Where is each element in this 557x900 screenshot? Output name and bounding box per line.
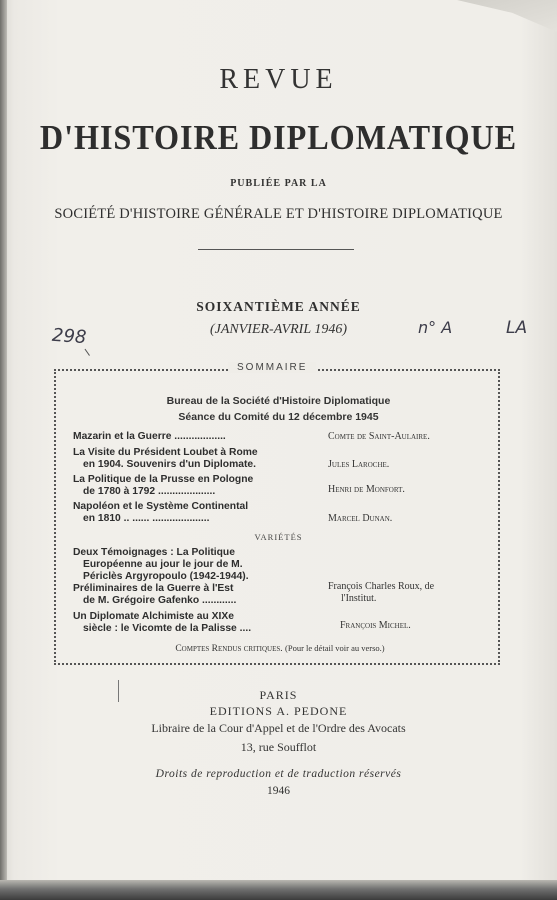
- toc-entry-title: [73, 501, 321, 525]
- binding-spine: [0, 0, 7, 900]
- society-name: SOCIÉTÉ D'HISTOIRE GÉNÉRALE ET D'HISTOIRE DIPLOMATIQUE: [54, 206, 503, 222]
- toc-title-line: Napoléon et le Système Continental: [73, 501, 249, 512]
- varietes-entry-author: [328, 581, 434, 605]
- varietes-title-line: Préliminaires de la Guerre à l'Est: [73, 583, 234, 594]
- bureau-block: [0, 393, 557, 425]
- varietes-title-line: Européenne au jour le jour de M.: [83, 559, 243, 570]
- comptes-label: Comptes Rendus critiques.: [175, 644, 283, 654]
- toc-title-line: La Visite du Président Loubet à Rome: [73, 447, 258, 458]
- varietes-title-line: Deux Témoignages : La Politique: [73, 547, 235, 558]
- corner-fold: [457, 0, 557, 32]
- published-by: PUBLIÉE PAR LA: [230, 178, 327, 189]
- toc-title-line: en 1904. Souvenirs d'un Diplomate.: [83, 459, 256, 470]
- toc-author-line: Jules Laroche.: [328, 459, 390, 470]
- toc-entry-title: [73, 431, 321, 443]
- publisher-name: EDITIONS A. PEDONE: [209, 704, 348, 718]
- varietes-title-line: de M. Grégoire Gafenko ............: [83, 595, 237, 606]
- toc-entry-author: [328, 431, 430, 443]
- varietes-author-line: François Michel.: [340, 620, 411, 631]
- toc-author-line: Comte de Saint-Aulaire.: [328, 431, 430, 442]
- varietes-title-line: siècle : le Vicomte de la Palisse ....: [83, 623, 252, 634]
- publisher-city: PARIS: [259, 688, 298, 702]
- varietes-author-line: François Charles Roux, de: [328, 581, 435, 592]
- publication-year: 1946: [267, 785, 290, 797]
- comptes-note: (Pour le détail voir au verso.): [285, 643, 385, 653]
- varietes-entry-title: [73, 611, 321, 635]
- toc-entry-author: [328, 459, 389, 471]
- toc-entry-title: [73, 474, 321, 498]
- toc-entry-title: [73, 447, 321, 471]
- toc-author-line: Henri de Monfort.: [328, 484, 405, 495]
- varietes-label: VARIÉTÉS: [254, 532, 303, 542]
- journal-title: D'HISTOIRE DIPLOMATIQUE: [39, 118, 518, 157]
- toc-title-line: en 1810 .. ...... ....................: [83, 513, 210, 524]
- varietes-entry-author: [340, 620, 411, 632]
- varietes-entry-title: [73, 547, 321, 607]
- toc-entry-author: [328, 513, 392, 525]
- seance-line: Séance du Comité du 12 décembre 1945: [178, 411, 379, 423]
- handwritten-code: LA: [506, 318, 528, 338]
- toc-title-line: de 1780 à 1792 ....................: [83, 486, 216, 497]
- issue-period: (JANVIER-AVRIL 1946): [209, 322, 348, 337]
- sommaire-heading: SOMMAIRE: [228, 362, 316, 373]
- varietes-author-line: l'Institut.: [341, 593, 377, 604]
- handwritten-tick: [85, 344, 97, 356]
- toc-title-line: La Politique de la Prusse en Pologne: [73, 474, 254, 485]
- comptes-rendus: [60, 643, 500, 654]
- page-bottom-edge: [0, 880, 557, 900]
- varietes-title-line: Un Diplomate Alchimiste au XIXe: [73, 611, 234, 622]
- toc-title-line: Mazarin et la Guerre ..................: [73, 431, 226, 442]
- title-divider: [198, 249, 354, 250]
- handwritten-issue: n° A: [418, 318, 453, 337]
- publisher-address: 13, rue Soufflot: [240, 740, 317, 754]
- toc-entry-author: [328, 484, 405, 496]
- revue-label: REVUE: [219, 64, 338, 95]
- toc-author-line: Marcel Dunan.: [328, 513, 393, 524]
- publisher-libraire: Libraire de la Cour d'Appel et de l'Ordre des Avocats: [151, 721, 406, 735]
- bureau-line: Bureau de la Société d'Histoire Diplomatique: [166, 395, 391, 407]
- handwritten-number: 298: [51, 324, 88, 349]
- varietes-title-line: Périclès Argyropoulo (1942-1944).: [83, 571, 249, 582]
- rights-notice: Droits de reproduction et de traduction réservés: [155, 768, 402, 780]
- year-label: SOIXANTIÈME ANNÉE: [196, 299, 361, 314]
